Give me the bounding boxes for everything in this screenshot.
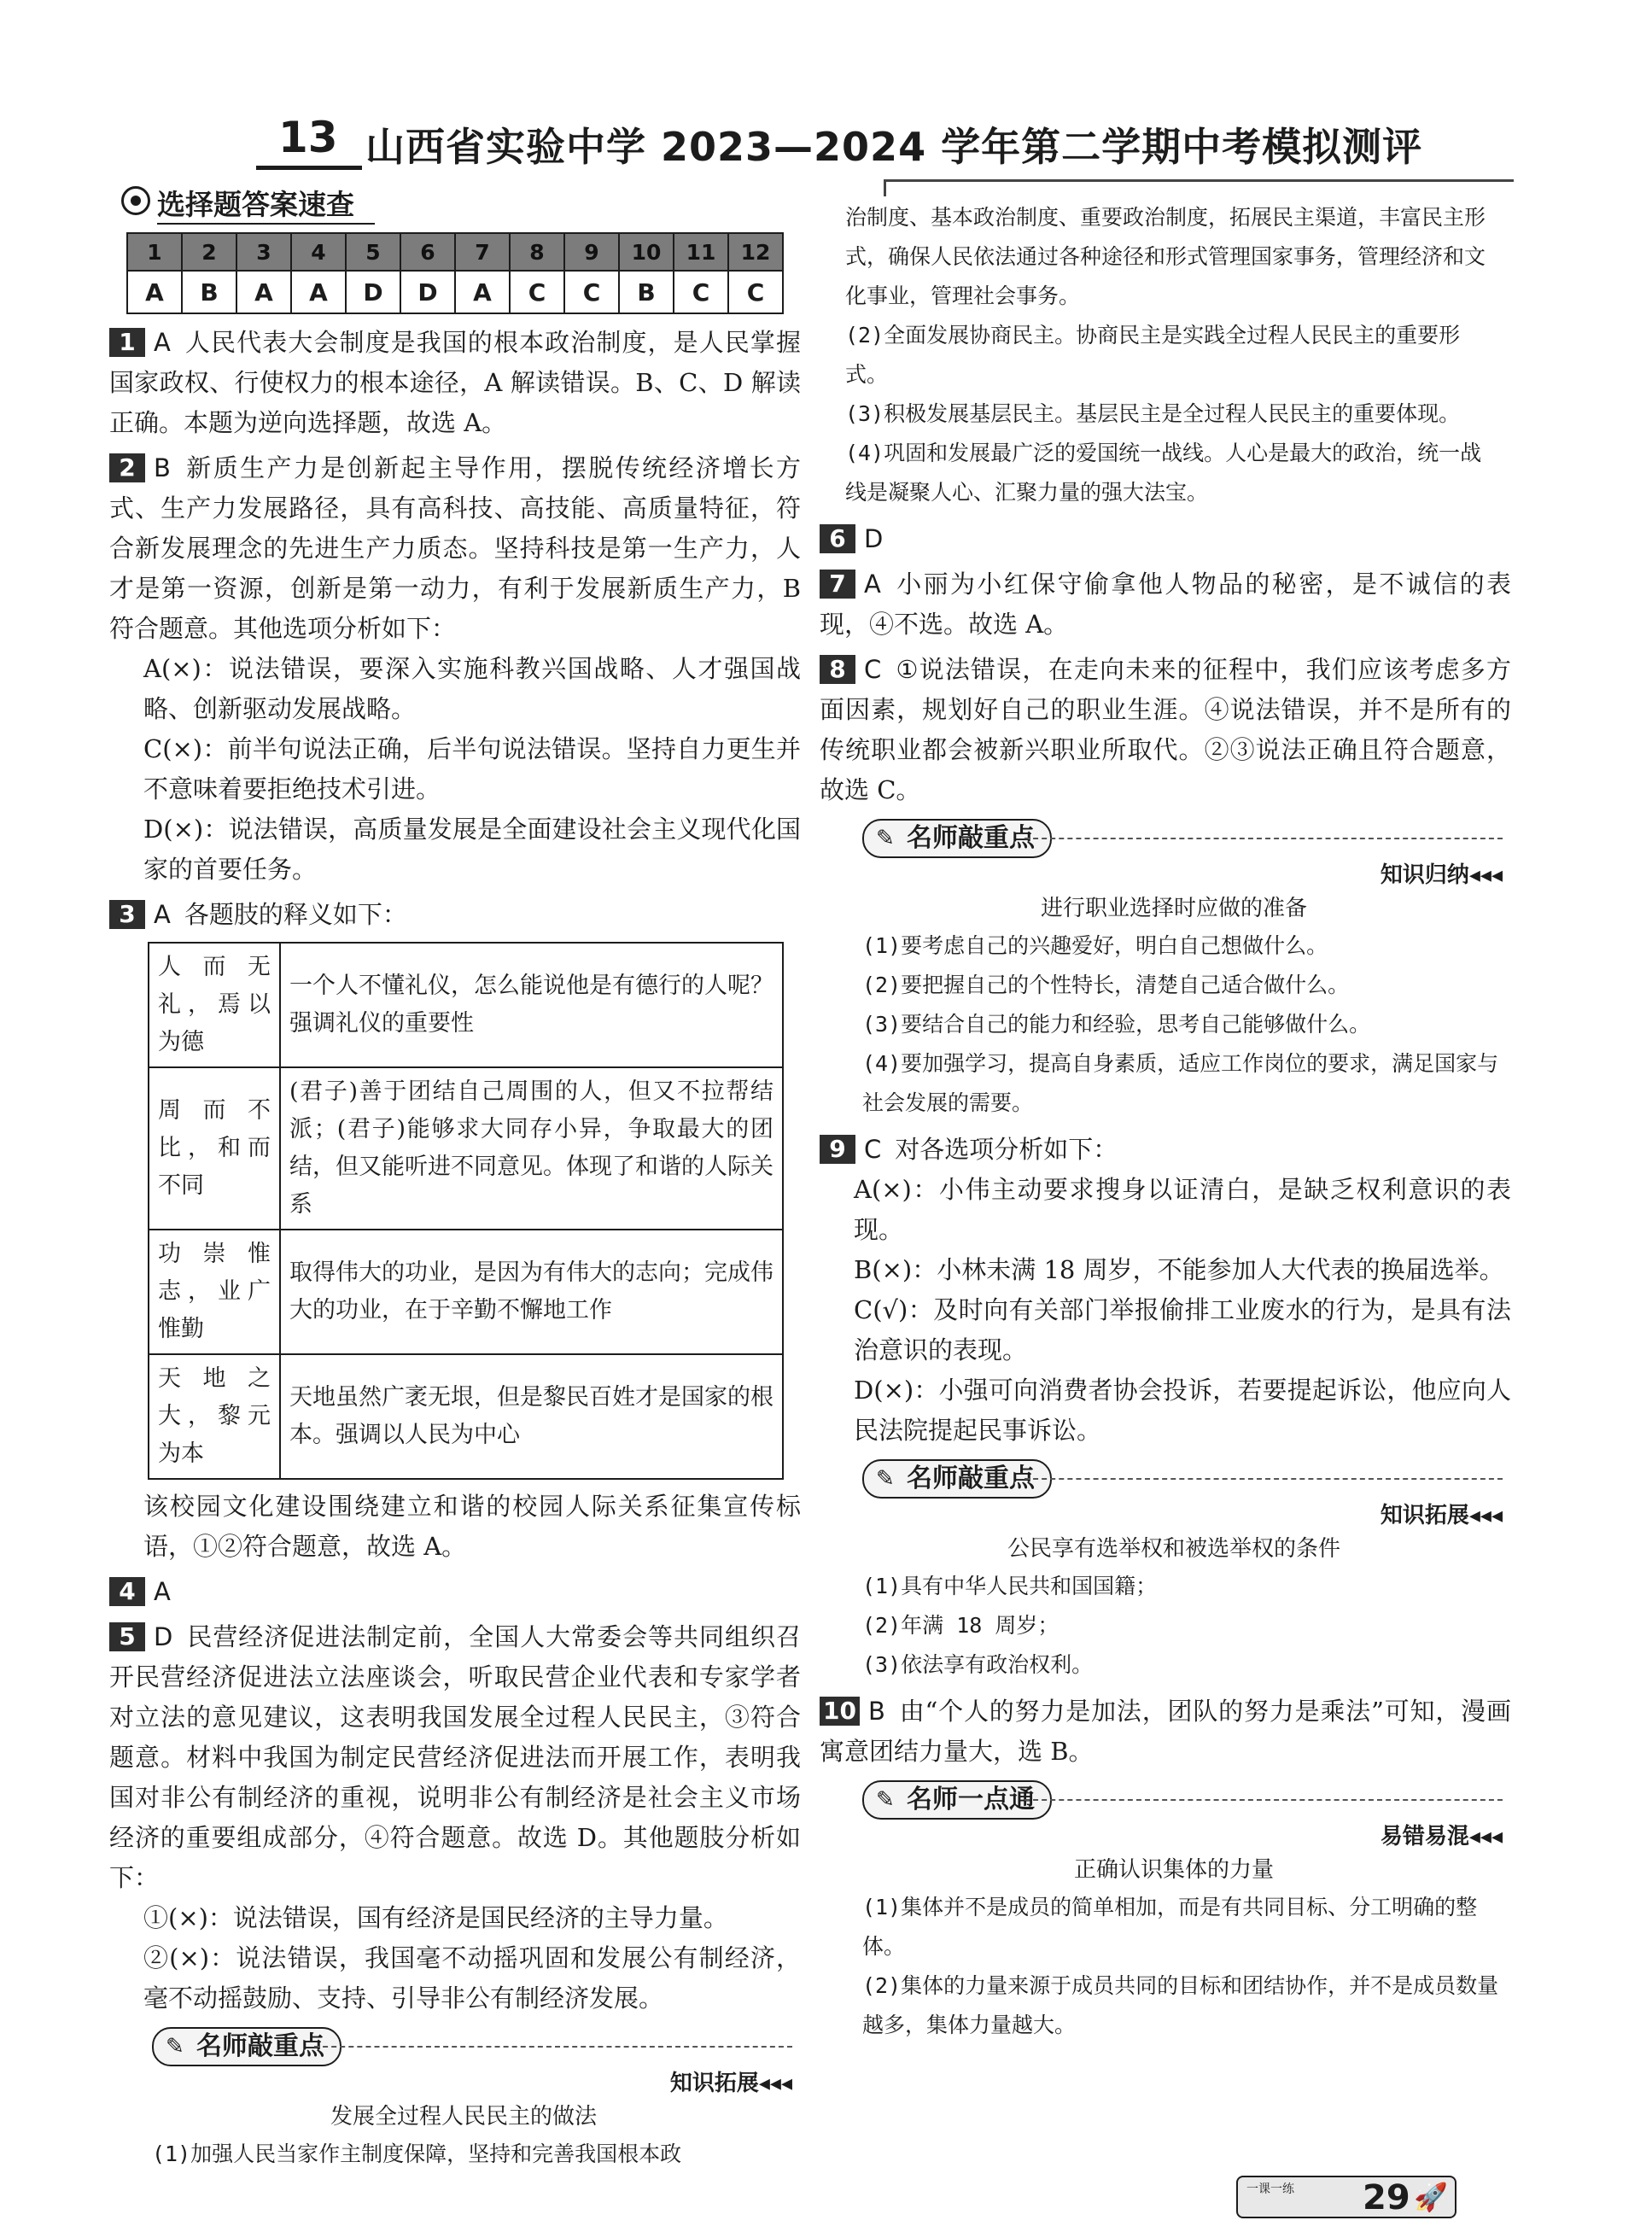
answer-key-answer: C: [728, 271, 783, 313]
option-analysis: D(×)：说法错误，高质量发展是全面建设社会主义现代化国家的首要任务。: [143, 815, 801, 884]
answer-key-table: [126, 232, 784, 314]
question-answer: B: [867, 1697, 885, 1726]
answer-key-answers-row: [127, 271, 783, 313]
explanation-text: 小丽为小红保守偷拿他人物品的秘密，是不诚信的表现，④不选。故选 A。: [820, 570, 1511, 639]
title-text: 山西省实验中学 2023—2024 学年第二学期中考模拟测评: [365, 124, 1423, 170]
table-row: [149, 1230, 783, 1354]
tip-body-line: (1)集体并不是成员的简单相加，而是有共同目标、分工明确的整体。: [862, 1895, 1478, 1959]
question-answer: D: [154, 1622, 173, 1651]
table-row: [149, 1354, 783, 1479]
tip-title: 发展全过程人民民主的做法: [330, 2104, 597, 2130]
answer-key-answer: B: [619, 271, 674, 313]
tip-title: 进行职业选择时应做的准备: [1040, 896, 1307, 921]
tip-body-line: (4)要加强学习，提高自身素质，适应工作岗位的要求，满足国家与社会发展的需要。: [862, 1051, 1499, 1115]
tip-title: 公民享有选举权和被选举权的条件: [1007, 1536, 1340, 1562]
answer-key-number: 1: [127, 233, 182, 271]
question-number-badge: 6: [820, 524, 855, 553]
answer-key-answer: A: [291, 271, 346, 313]
answer-key-number: 5: [346, 233, 400, 271]
answer-key-number: 2: [182, 233, 236, 271]
option-analysis: A(×)：小伟主动要求搜身以证清白，是缺乏权利意识的表现。: [854, 1175, 1511, 1244]
explanation-q10: [820, 1692, 1511, 1772]
question-number-badge: 4: [109, 1577, 145, 1606]
idiom-meaning: 天地虽然广袤无垠，但是黎民百姓才是国家的根本。强调以人民为中心: [280, 1354, 783, 1479]
explanation-q4: [109, 1572, 801, 1612]
answer-key-answer: B: [182, 271, 236, 313]
question-number-badge: 7: [820, 570, 855, 599]
answer-key-answer: A: [127, 271, 182, 313]
tip-label: ✎ 名师一点通: [862, 1780, 1052, 1820]
tip-box-q10: [845, 1780, 1503, 2045]
explanation-text: 各题肢的释义如下：: [184, 900, 407, 929]
page-badge-text: 一课一练: [1246, 2182, 1294, 2196]
question-answer: A: [154, 328, 171, 357]
question-answer: A: [154, 900, 171, 929]
tip-body-line: (2)集体的力量来源于成员共同的目标和团结协作，并不是成员数量越多，集体力量越大。: [862, 1973, 1499, 2037]
option-analysis: ①(×)：说法错误，国有经济是国民经济的主导力量。: [143, 1903, 728, 1932]
idiom-meaning: (君子)善于团结自己周围的人，但又不拉帮结派；(君子)能够求大同存小异，争取最大的团结，但又能听进不同意见。体现了和谐的人际关系: [280, 1067, 783, 1230]
option-analysis: B(×)：小林未满 18 周岁，不能参加人大代表的换届选举。: [854, 1255, 1504, 1284]
tip-body-line: (1)要考虑自己的兴趣爱好，明白自己想做什么。: [862, 933, 1328, 958]
explanation-q7: [820, 564, 1511, 645]
answers-section-label: 选择题答案速查: [157, 183, 375, 225]
tip-body-line: (2)年满 18 周岁；: [862, 1613, 1059, 1638]
explanation-text: 民营经济促进法制定前，全国人大常委会等共同组织召开民营经济促进法立法座谈会，听取民营企业代表和专家学者对立法的意见建议，这表明我国发展全过程人民民主，③符合题意。材料中我国为制定民营经济促进法而开展工作，表明我国对非公有制经济的重视，说明非公有制经济是社会主义市场经济的重要组成部分，④符合题意。故选 D。其他题肢分析如下：: [109, 1622, 801, 1892]
option-analysis: C(√)：及时向有关部门举报偷排工业废水的行为，是具有法治意识的表现。: [854, 1295, 1511, 1364]
tip-category: 知识归纳◂◂◂: [1380, 862, 1503, 888]
option-analysis: A(×)：说法错误，要深入实施科教兴国战略、人才强国战略、创新驱动发展战略。: [143, 654, 801, 723]
tip-body-line: (3)依法享有政治权利。: [862, 1652, 1094, 1677]
tip-category: 知识拓展◂◂◂: [669, 2071, 792, 2096]
question-number-badge: 8: [820, 655, 855, 684]
tip-body-line: 治制度、基本政治制度、重要政治制度，拓展民主渠道，丰富民主形式，确保人民依法通过各种途径和形式管理国家事务，管理经济和文化事业，管理社会事务。: [845, 205, 1486, 308]
explanation-q1: [109, 323, 801, 443]
explanation-text: 新质生产力是创新起主导作用，摆脱传统经济增长方式、生产力发展路径，具有高科技、高技能、高质量特征，符合新发展理念的先进生产力质态。坚持科技是第一生产力，人才是第一资源，创新是第一动力，有利于发展新质生产力，B 符合题意。其他选项分析如下：: [109, 453, 801, 643]
tip-category: 知识拓展◂◂◂: [1380, 1503, 1503, 1528]
tip-body-line: (1)具有中华人民共和国国籍；: [862, 1574, 1158, 1598]
tip-label: ✎ 名师敲重点: [862, 1459, 1052, 1499]
tip-body-line: (1)加强人民当家作主制度保障，坚持和完善我国根本政: [152, 2141, 682, 2166]
explanation-q9: [820, 1130, 1511, 1451]
answer-key-answer: C: [510, 271, 564, 313]
idiom-term: 周而不比，和而不同: [149, 1067, 280, 1230]
answer-key-answer: D: [400, 271, 455, 313]
explanation-q5: [109, 1617, 801, 2019]
answer-key-numbers-row: [127, 233, 783, 271]
explanation-q8: [820, 650, 1511, 810]
answer-key-number: 12: [728, 233, 783, 271]
tip-label: ✎ 名师敲重点: [862, 819, 1052, 858]
question-answer: A: [154, 1577, 171, 1606]
question-answer: C: [864, 655, 882, 684]
answer-key-answer: A: [236, 271, 291, 313]
tip-box-q8: [845, 819, 1503, 1123]
tip-body-line: (2)全面发展协商民主。协商民主是实践全过程人民民主的重要形式。: [845, 323, 1461, 387]
explanation-conclusion: 该校园文化建设围绕建立和谐的校园人际关系征集宣传标语，①②符合题意，故选 A。: [143, 1492, 801, 1561]
question-number-badge: 5: [109, 1622, 145, 1651]
idiom-meaning: 一个人不懂礼仪，怎么能说他是有德行的人呢？强调礼仪的重要性: [280, 943, 783, 1067]
tip-body-line: (4)巩固和发展最广泛的爱国统一战线。人心是最大的政治，统一战线是凝聚人心、汇聚力量的强大法宝。: [845, 441, 1482, 505]
tip-category: 易错易混◂◂◂: [1380, 1824, 1503, 1849]
answer-key-answer: D: [346, 271, 400, 313]
rocket-icon: 🚀: [1414, 2181, 1448, 2213]
answer-key-answer: C: [674, 271, 728, 313]
answer-key-number: 9: [564, 233, 619, 271]
target-icon: [121, 186, 150, 215]
table-row: [149, 943, 783, 1067]
page-number: 29: [1363, 2178, 1410, 2217]
right-column: [820, 181, 1511, 2052]
answer-key-number: 10: [619, 233, 674, 271]
question-number-badge: 2: [109, 453, 145, 482]
question-number-badge: 3: [109, 900, 145, 929]
tip-box-q5-continued: [828, 198, 1486, 512]
explanation-q2: [109, 448, 801, 890]
question-answer: C: [864, 1135, 882, 1164]
answer-key-number: 4: [291, 233, 346, 271]
answer-key-answer: C: [564, 271, 619, 313]
tip-title: 正确认识集体的力量: [1073, 1857, 1274, 1883]
option-analysis: ②(×)：说法错误，我国毫不动摇巩固和发展公有制经济，毫不动摇鼓励、支持、引导非公有制经济发展。: [143, 1943, 801, 2013]
answer-key-number: 8: [510, 233, 564, 271]
explanation-text: 人民代表大会制度是我国的根本政治制度，是人民掌握国家政权、行使权力的根本途径，A 解读错误。B、C、D 解读正确。本题为逆向选择题，故选 A。: [109, 328, 801, 437]
answer-key-number: 6: [400, 233, 455, 271]
idiom-definition-table: [148, 942, 784, 1480]
tip-box-q9: [845, 1459, 1503, 1685]
question-number-badge: 9: [820, 1135, 855, 1164]
explanation-text: 对各选项分析如下：: [895, 1135, 1118, 1164]
question-answer: B: [154, 453, 171, 482]
answer-key-answer: A: [455, 271, 510, 313]
left-column: [109, 181, 801, 2181]
tip-body-line: (3)要结合自己的能力和经验，思考自己能够做什么。: [862, 1012, 1371, 1037]
explanation-text: 由“个人的努力是加法，团队的努力是乘法”可知，漫画寓意团结力量大，选 B。: [820, 1697, 1511, 1766]
explanation-text: ①说法错误，在走向未来的征程中，我们应该考虑多方面因素，规划好自己的职业生涯。④说法错误，并不是所有的传统职业都会被新兴职业所取代。②③说法正确且符合题意，故选 C。: [820, 655, 1511, 804]
question-number-badge: 10: [820, 1697, 860, 1726]
answer-key-number: 11: [674, 233, 728, 271]
table-row: [149, 1067, 783, 1230]
page-title: [256, 109, 1443, 178]
answers-section-header: [109, 181, 801, 222]
idiom-term: 人而无礼，焉以为德: [149, 943, 280, 1067]
question-answer: A: [864, 570, 881, 599]
question-answer: D: [864, 524, 884, 553]
tip-body-line: (2)要把握自己的个性特长，清楚自己适合做什么。: [862, 973, 1350, 997]
page-number-badge: [1236, 2176, 1456, 2218]
tip-body-line: (3)积极发展基层民主。基层民主是全过程人民民主的重要体现。: [845, 401, 1461, 426]
option-analysis: C(×)：前半句说法正确，后半句说法错误。坚持自力更生并不意味着要拒绝技术引进。: [143, 734, 801, 803]
answer-key-number: 7: [455, 233, 510, 271]
explanation-q6: [820, 519, 1511, 559]
idiom-term: 功崇惟志，业广惟勤: [149, 1230, 280, 1354]
answer-key-number: 3: [236, 233, 291, 271]
tip-box-q5: [135, 2027, 792, 2174]
explanation-q3: [109, 895, 801, 1567]
tip-label: ✎ 名师敲重点: [152, 2027, 341, 2066]
question-number-badge: 1: [109, 328, 145, 357]
idiom-meaning: 取得伟大的功业，是因为有伟大的志向；完成伟大的功业，在于辛勤不懈地工作: [280, 1230, 783, 1354]
title-number: 13: [256, 109, 362, 170]
option-analysis: D(×)：小强可向消费者协会投诉，若要提起诉讼，他应向人民法院提起民事诉讼。: [854, 1376, 1511, 1445]
idiom-term: 天地之大，黎元为本: [149, 1354, 280, 1479]
